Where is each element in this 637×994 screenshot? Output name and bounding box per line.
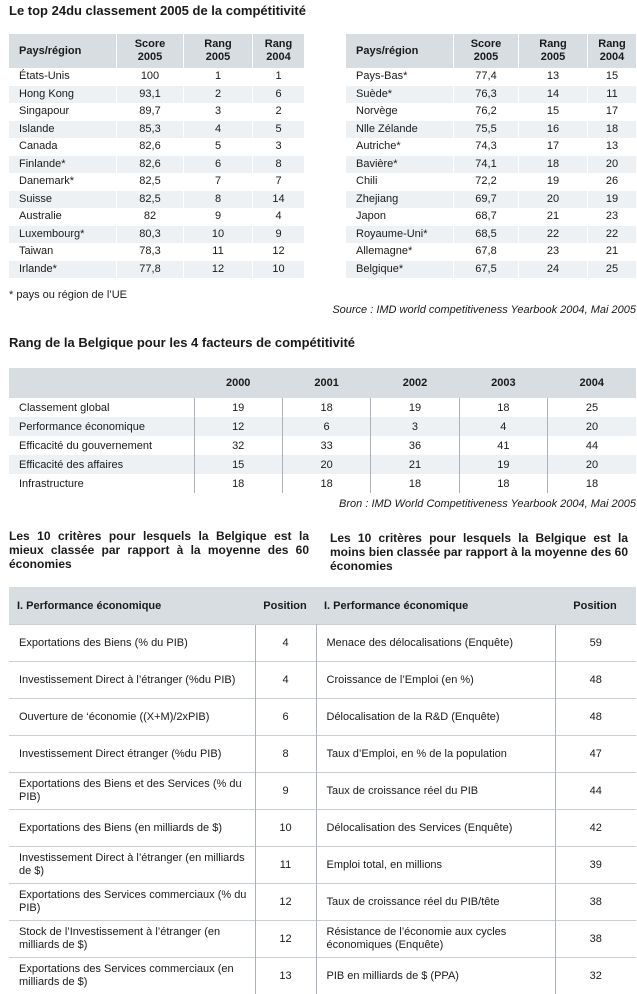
table-cell: Nlle Zélande	[346, 121, 454, 139]
table-cell: 74,1	[454, 156, 519, 174]
table-row	[9, 958, 636, 994]
header-blank	[9, 368, 194, 398]
table-cell: 2	[253, 103, 305, 121]
table-cell: 75,5	[454, 121, 519, 139]
table-row	[9, 138, 304, 156]
table-cell: Royaume-Uni*	[346, 226, 454, 244]
table-cell: Pays-Bas*	[346, 68, 454, 86]
table-cell: Australie	[9, 208, 117, 226]
table-cell: 21	[371, 455, 459, 474]
header-year: 2001	[282, 368, 370, 398]
table-cell: 13	[588, 138, 637, 156]
header-right-category: I. Performance économique	[316, 587, 555, 625]
top24-table-right	[346, 34, 636, 278]
header-year: 2002	[371, 368, 459, 398]
header-rank2005: Rang 2005	[519, 34, 588, 68]
table-cell: Bavière*	[346, 156, 454, 174]
table-cell: PIB en milliards de $ (PPA)	[316, 958, 555, 994]
table-cell: 11	[184, 243, 253, 261]
table-cell: 17	[519, 138, 588, 156]
table-cell: 23	[588, 208, 637, 226]
table-cell: Emploi total, en millions	[316, 847, 555, 884]
table-cell: Japon	[346, 208, 454, 226]
header-score: Score 2005	[454, 34, 519, 68]
table-cell: 1	[184, 68, 253, 86]
header-country: Pays/région	[346, 34, 454, 68]
table-row	[346, 86, 636, 104]
table-cell: 20	[519, 191, 588, 209]
top24-right-body	[346, 68, 636, 278]
table-cell: Délocalisation des Services (Enquête)	[316, 810, 555, 847]
table-row	[346, 261, 636, 279]
table-cell: Stock de l’Investissement à l’étranger (en milliards de $)	[9, 921, 255, 958]
table-row	[9, 103, 304, 121]
table-cell: 78,3	[117, 243, 184, 261]
table-cell: 93,1	[117, 86, 184, 104]
table-row	[9, 662, 636, 699]
table-cell: 18	[194, 474, 282, 493]
table-cell: 24	[519, 261, 588, 279]
table-cell: 74,3	[454, 138, 519, 156]
table-cell: 18	[519, 156, 588, 174]
table-cell: 12	[253, 243, 305, 261]
table-cell: Chili	[346, 173, 454, 191]
table-row	[9, 121, 304, 139]
table-cell: 69,7	[454, 191, 519, 209]
title-top24: Le top 24du classement 2005 de la compétitivité	[9, 3, 306, 18]
table-cell: 12	[184, 261, 253, 279]
table-cell: 17	[588, 103, 637, 121]
table-row	[346, 226, 636, 244]
table-cell: 6	[184, 156, 253, 174]
table-cell: 4	[255, 625, 316, 662]
subhead-best-criteria: Les 10 critères pour lesquels la Belgique est la mieux classée par rapport à la moyenne des 60 économies	[9, 529, 309, 571]
table-cell: 82,6	[117, 138, 184, 156]
table-cell: Hong Kong	[9, 86, 117, 104]
table-row	[9, 847, 636, 884]
header-left-category: I. Performance économique	[9, 587, 255, 625]
table-cell: 18	[548, 474, 636, 493]
table-cell: 67,5	[454, 261, 519, 279]
table-cell: 68,7	[454, 208, 519, 226]
table-cell: 20	[548, 455, 636, 474]
table-row	[9, 156, 304, 174]
table-cell: 12	[255, 921, 316, 958]
table-cell: 6	[282, 417, 370, 436]
table-row	[9, 261, 304, 279]
table-cell: États-Unis	[9, 68, 117, 86]
table-cell: 38	[555, 921, 636, 958]
table-cell: 19	[371, 398, 459, 417]
table-row	[9, 474, 636, 493]
table-cell: Menace des délocalisations (Enquête)	[316, 625, 555, 662]
table-cell: 82	[117, 208, 184, 226]
table-cell: 11	[588, 86, 637, 104]
table-row	[9, 226, 304, 244]
footnote: * pays ou région de l’UE	[9, 289, 127, 301]
table-cell: 80,3	[117, 226, 184, 244]
table-row	[346, 156, 636, 174]
header-left-position: Position	[255, 587, 316, 625]
table-cell: Résistance de l’économie aux cycles économiques (Enquête)	[316, 921, 555, 958]
table-cell: 4	[255, 662, 316, 699]
header-year: 2000	[194, 368, 282, 398]
table-cell: 10	[184, 226, 253, 244]
table-cell: 41	[459, 436, 547, 455]
table-row	[346, 121, 636, 139]
table-cell: 18	[459, 398, 547, 417]
header-rank2004: Rang 2004	[253, 34, 305, 68]
table-cell: 67,8	[454, 243, 519, 261]
table-cell: 82,5	[117, 191, 184, 209]
table-cell: 77,8	[117, 261, 184, 279]
table-cell: 1	[253, 68, 305, 86]
table-cell: 2	[184, 86, 253, 104]
table-cell: 26	[588, 173, 637, 191]
table-cell: Autriche*	[346, 138, 454, 156]
table-cell: 20	[548, 417, 636, 436]
table-row	[346, 208, 636, 226]
table-row	[9, 173, 304, 191]
table-cell: 4	[459, 417, 547, 436]
table-row	[9, 86, 304, 104]
header-rank2004: Rang 2004	[588, 34, 637, 68]
table-cell: 47	[555, 736, 636, 773]
table-cell: 36	[371, 436, 459, 455]
table-cell: Croissance de l’Emploi (en %)	[316, 662, 555, 699]
table-cell: Singapour	[9, 103, 117, 121]
table-row	[9, 921, 636, 958]
table-row	[9, 243, 304, 261]
table-cell: 25	[588, 261, 637, 279]
table-cell: Exportations des Biens (% du PIB)	[9, 625, 255, 662]
header-right-position: Position	[555, 587, 636, 625]
table-cell: Efficacité des affaires	[9, 455, 194, 474]
table-cell: 82,5	[117, 173, 184, 191]
table-row	[346, 138, 636, 156]
table-cell: Taux de croissance réel du PIB/tête	[316, 884, 555, 921]
table-row	[9, 699, 636, 736]
table-cell: 14	[253, 191, 305, 209]
table-cell: Ouverture de ‘économie ((X+M)/2xPIB)	[9, 699, 255, 736]
table-cell: 18	[371, 474, 459, 493]
table-cell: 3	[184, 103, 253, 121]
table-cell: 19	[459, 455, 547, 474]
table-cell: 72,2	[454, 173, 519, 191]
table-cell: 8	[184, 191, 253, 209]
table-cell: 48	[555, 699, 636, 736]
table-cell: 7	[253, 173, 305, 191]
table-cell: 89,7	[117, 103, 184, 121]
table-cell: 3	[253, 138, 305, 156]
table-row	[9, 191, 304, 209]
header-score: Score 2005	[117, 34, 184, 68]
table-cell: 8	[255, 736, 316, 773]
table-cell: Exportations des Biens (en milliards de $)	[9, 810, 255, 847]
subhead-worst-criteria: Les 10 critères pour lesquels la Belgique est la moins bien classée par rapport à la moyenne des 60 économies	[330, 531, 628, 573]
table-row	[9, 68, 304, 86]
table-cell: 20	[588, 156, 637, 174]
table-cell: 9	[255, 773, 316, 810]
table-cell: 18	[282, 474, 370, 493]
table-cell: 42	[555, 810, 636, 847]
table-cell: Classement global	[9, 398, 194, 417]
table-cell: 85,3	[117, 121, 184, 139]
table-cell: 76,3	[454, 86, 519, 104]
table-cell: 19	[519, 173, 588, 191]
table-cell: Exportations des Services commerciaux (en milliards de $)	[9, 958, 255, 994]
table-row	[9, 810, 636, 847]
table-row	[9, 736, 636, 773]
table-cell: Islande	[9, 121, 117, 139]
table-row	[9, 398, 636, 417]
table-row	[9, 773, 636, 810]
table-cell: Canada	[9, 138, 117, 156]
table-cell: 11	[255, 847, 316, 884]
table-cell: 19	[588, 191, 637, 209]
table-cell: 9	[184, 208, 253, 226]
table-row	[9, 417, 636, 436]
table-cell: Investissement Direct étranger (%du PIB)	[9, 736, 255, 773]
table-cell: 13	[519, 68, 588, 86]
table-cell: 59	[555, 625, 636, 662]
table-row	[346, 103, 636, 121]
header-country: Pays/région	[9, 34, 117, 68]
table-cell: 13	[255, 958, 316, 994]
table-cell: 77,4	[454, 68, 519, 86]
table-cell: 4	[253, 208, 305, 226]
table-cell: 14	[519, 86, 588, 104]
belgium-factors-table	[9, 368, 636, 493]
table-cell: 6	[253, 86, 305, 104]
table-cell: 38	[555, 884, 636, 921]
table-cell: Exportations des Services commerciaux (% du PIB)	[9, 884, 255, 921]
table-cell: 44	[548, 436, 636, 455]
table-cell: 21	[588, 243, 637, 261]
source-belgium-factors: Bron : IMD World Competitiveness Yearbook 2004, Mai 2005	[339, 498, 636, 510]
table-cell: 21	[519, 208, 588, 226]
table-cell: 48	[555, 662, 636, 699]
table-row	[9, 208, 304, 226]
table-cell: 18	[588, 121, 637, 139]
top24-table-left	[9, 34, 304, 278]
title-belgium-factors: Rang de la Belgique pour les 4 facteurs de compétitivité	[9, 335, 355, 350]
top24-left-body	[9, 68, 304, 278]
table-row	[9, 455, 636, 474]
table-cell: 44	[555, 773, 636, 810]
table-cell: Danemark*	[9, 173, 117, 191]
table-row	[346, 68, 636, 86]
table-cell: 4	[184, 121, 253, 139]
table-cell: 18	[282, 398, 370, 417]
table-row	[346, 243, 636, 261]
table-cell: 68,5	[454, 226, 519, 244]
table-cell: 20	[282, 455, 370, 474]
table-cell: 16	[519, 121, 588, 139]
table-cell: 5	[253, 121, 305, 139]
table-cell: 32	[555, 958, 636, 994]
table-cell: 10	[255, 810, 316, 847]
table-cell: 32	[194, 436, 282, 455]
table-row	[9, 884, 636, 921]
table-cell: Investissement Direct à l’étranger (en milliards de $)	[9, 847, 255, 884]
table-row	[346, 173, 636, 191]
source-top24: Source : IMD world competitiveness Yearbook 2004, Mai 2005	[332, 304, 636, 316]
table-cell: Allemagne*	[346, 243, 454, 261]
table-cell: Infrastructure	[9, 474, 194, 493]
table-cell: Suisse	[9, 191, 117, 209]
table-cell: Exportations des Biens et des Services (% du PIB)	[9, 773, 255, 810]
table-cell: 76,2	[454, 103, 519, 121]
table-cell: Investissement Direct à l’étranger (%du PIB)	[9, 662, 255, 699]
table-cell: 3	[371, 417, 459, 436]
table-cell: Taux de croissance réel du PIB	[316, 773, 555, 810]
criteria-table	[9, 587, 636, 994]
table-cell: 19	[194, 398, 282, 417]
table-cell: 8	[253, 156, 305, 174]
table-cell: 15	[194, 455, 282, 474]
table-cell: Norvège	[346, 103, 454, 121]
table-cell: 9	[253, 226, 305, 244]
table-row	[9, 436, 636, 455]
table-cell: 12	[255, 884, 316, 921]
table-cell: 25	[548, 398, 636, 417]
table-row	[9, 625, 636, 662]
table-cell: 15	[588, 68, 637, 86]
table-cell: Délocalisation de la R&D (Enquête)	[316, 699, 555, 736]
table-cell: Finlande*	[9, 156, 117, 174]
table-cell: 7	[184, 173, 253, 191]
table-cell: 12	[194, 417, 282, 436]
table-cell: 23	[519, 243, 588, 261]
header-year: 2003	[459, 368, 547, 398]
table-cell: Suède*	[346, 86, 454, 104]
table-cell: Irlande*	[9, 261, 117, 279]
table-cell: 100	[117, 68, 184, 86]
table-cell: 22	[588, 226, 637, 244]
table-cell: Taiwan	[9, 243, 117, 261]
table-cell: 5	[184, 138, 253, 156]
table-cell: 33	[282, 436, 370, 455]
table-cell: 22	[519, 226, 588, 244]
table-cell: Taux d’Emploi, en % de la population	[316, 736, 555, 773]
table-cell: 15	[519, 103, 588, 121]
table-cell: 10	[253, 261, 305, 279]
table-cell: Luxembourg*	[9, 226, 117, 244]
header-rank2005: Rang 2005	[184, 34, 253, 68]
table-cell: 82,6	[117, 156, 184, 174]
table-cell: 6	[255, 699, 316, 736]
table-cell: 18	[459, 474, 547, 493]
table-cell: Belgique*	[346, 261, 454, 279]
header-year: 2004	[548, 368, 636, 398]
table-cell: 39	[555, 847, 636, 884]
table-row	[346, 191, 636, 209]
table-cell: Performance économique	[9, 417, 194, 436]
table-cell: Zhejiang	[346, 191, 454, 209]
table-cell: Efficacité du gouvernement	[9, 436, 194, 455]
